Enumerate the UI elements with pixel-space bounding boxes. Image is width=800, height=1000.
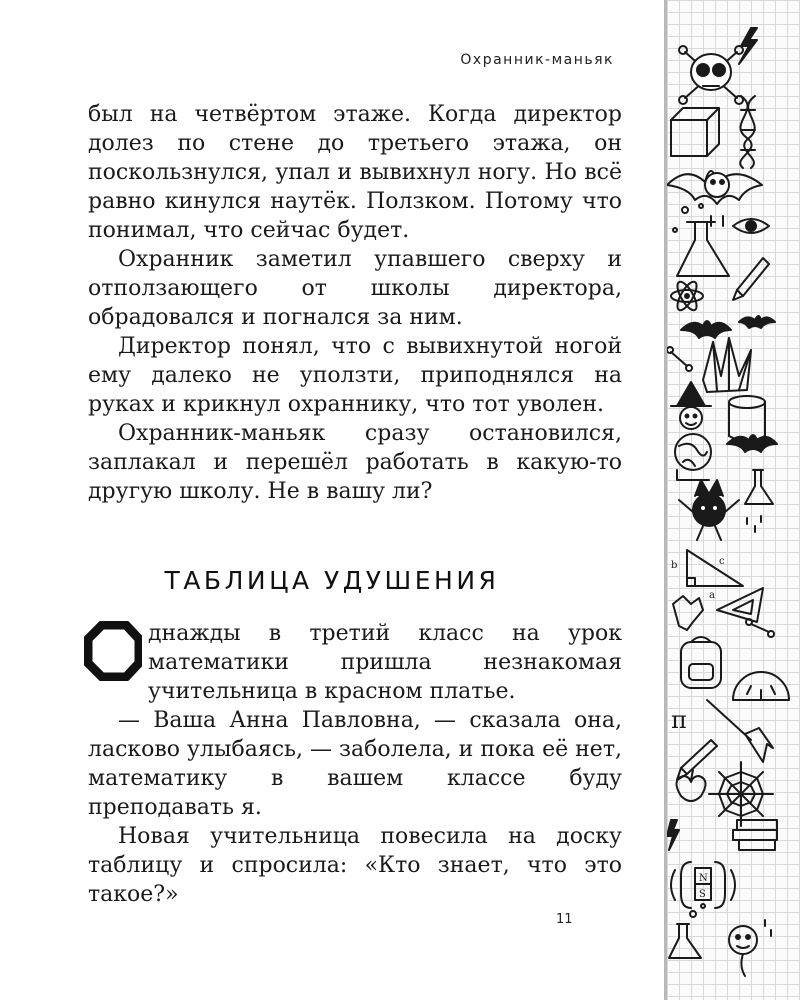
skull-crossbones-icon	[679, 46, 743, 104]
magnet-icon	[671, 862, 735, 908]
globe-icon	[675, 434, 711, 480]
paragraph: — Ваша Анна Павловна, — сказала она, ласково улыбаясь, — заболела, и пока её нет, математику в вашем классе буду преподавать я.	[88, 708, 622, 820]
first-paragraph-text: днажды в третий класс на урок математики пришла незнакомая учительница в красном платье.	[148, 621, 622, 704]
eye-icon	[733, 219, 769, 233]
drop-cap-o	[84, 621, 142, 681]
label-b: b	[671, 560, 678, 571]
crystal-cluster-icon	[703, 338, 751, 392]
broom-icon	[707, 700, 773, 762]
glove-icon	[673, 596, 703, 630]
bat-icon	[681, 316, 775, 338]
cube-icon	[671, 108, 719, 156]
cylinder-icon	[729, 396, 765, 441]
books-icon	[733, 820, 777, 850]
bone-icon	[746, 619, 774, 637]
label-a: a	[709, 590, 715, 601]
paragraph: Директор понял, что с вывихнутой ногой ему далеко не уползти, приподнялся на руках и крикнул охраннику, что тот уволен.	[88, 334, 622, 417]
paragraph: был на четвёртом этаже. Когда директор долез по стене до третьего этажа, он поскользнулся, упал и вывихнул ногу. Но всё равно кинулся наутёк. Ползком. Потому что понимал, что сейчас будет.	[88, 102, 622, 243]
bat-pair-icon	[727, 435, 777, 452]
chapter-title: ТАБЛИЦА УДУШЕНИЯ	[164, 566, 500, 595]
atom-icon	[671, 279, 703, 313]
story2-text	[88, 619, 622, 909]
pen-icon	[733, 258, 769, 300]
story1-text	[88, 100, 622, 506]
paragraph: Охранник заметил упавшего сверху и отползающего от школы директора, обрадовался и погнался за ним.	[88, 247, 622, 330]
cat-creature-icon	[679, 480, 761, 540]
apple-icon	[676, 770, 705, 801]
pencil-icon	[677, 740, 717, 780]
smiley-balloon-icon	[729, 920, 771, 976]
flask-triangle-icon	[673, 204, 729, 276]
label-c: c	[719, 556, 725, 567]
flask-icon	[745, 470, 773, 504]
protractor-icon	[733, 672, 789, 700]
lightning-icon	[739, 28, 757, 64]
bat-monster-icon	[667, 171, 762, 226]
drop-cap-letter: О	[110, 656, 116, 663]
running-header: Охранник-маньяк	[460, 52, 614, 68]
lightning-icon	[667, 820, 679, 850]
doodle-margin	[664, 0, 800, 1000]
first-paragraph	[88, 619, 622, 706]
spider-web-icon	[709, 762, 773, 826]
right-triangle-icon	[687, 550, 743, 586]
set-square-icon	[717, 588, 763, 622]
paragraph: Охранник-маньяк сразу остановился, заплакал и перешёл работать в какую-то другую школу. Не в вашу ли?	[88, 421, 622, 504]
dna-helix-icon	[740, 96, 755, 168]
flask-bubbles-icon	[669, 904, 705, 958]
paragraph: Новая учительница повесила на доску таблицу и спросила: «Кто знает, что это такое?»	[88, 824, 622, 907]
page-number: 11	[556, 912, 573, 927]
bone-icon	[667, 347, 692, 371]
pi-symbol: π	[671, 706, 687, 734]
magnet-north-label: N	[699, 873, 708, 884]
magnet-south-label: S	[699, 889, 706, 900]
backpack-icon	[681, 637, 721, 688]
